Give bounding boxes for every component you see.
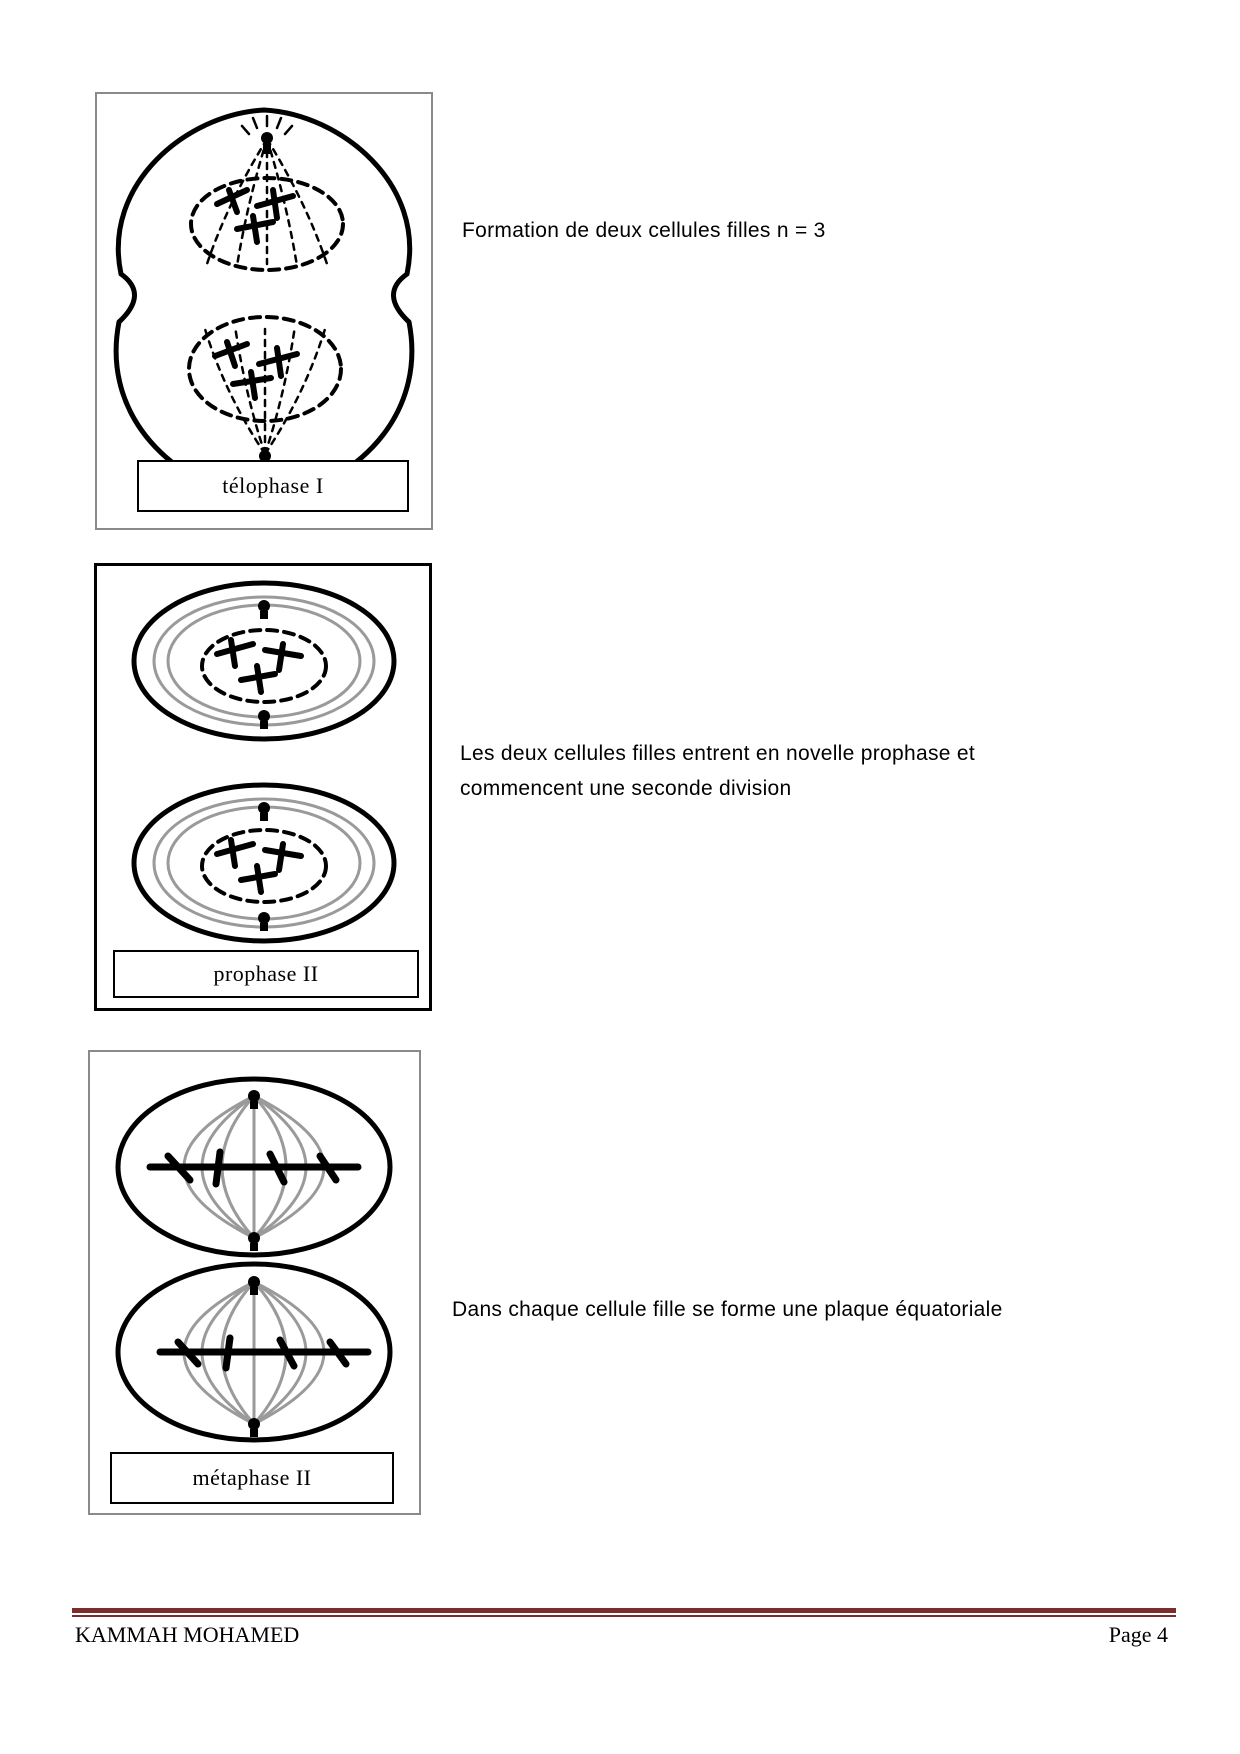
figure-description: Les deux cellules filles entrent en novelle prophase et commencent une seconde division [460, 742, 975, 800]
footer-rule [72, 1608, 1176, 1613]
footer-page-number: Page 4 [1108, 1622, 1168, 1647]
figure-metaphase-2 [88, 1050, 421, 1515]
figure-caption: prophase II [113, 950, 419, 998]
footer-author: KAMMAH MOHAMED [75, 1622, 300, 1647]
figure-telophase-1 [95, 92, 433, 530]
figure-prophase-2 [94, 563, 432, 1011]
footer-rule-thin [72, 1615, 1176, 1617]
prophase-2-diagram [97, 566, 429, 1008]
figure-description: Formation de deux cellules filles n = 3 [462, 219, 826, 242]
figure-caption: télophase I [137, 460, 409, 512]
figure-caption: métaphase II [110, 1452, 394, 1504]
metaphase-2-diagram [90, 1052, 419, 1513]
figure-description: Dans chaque cellule fille se forme une plaque équatoriale [452, 1298, 1003, 1321]
